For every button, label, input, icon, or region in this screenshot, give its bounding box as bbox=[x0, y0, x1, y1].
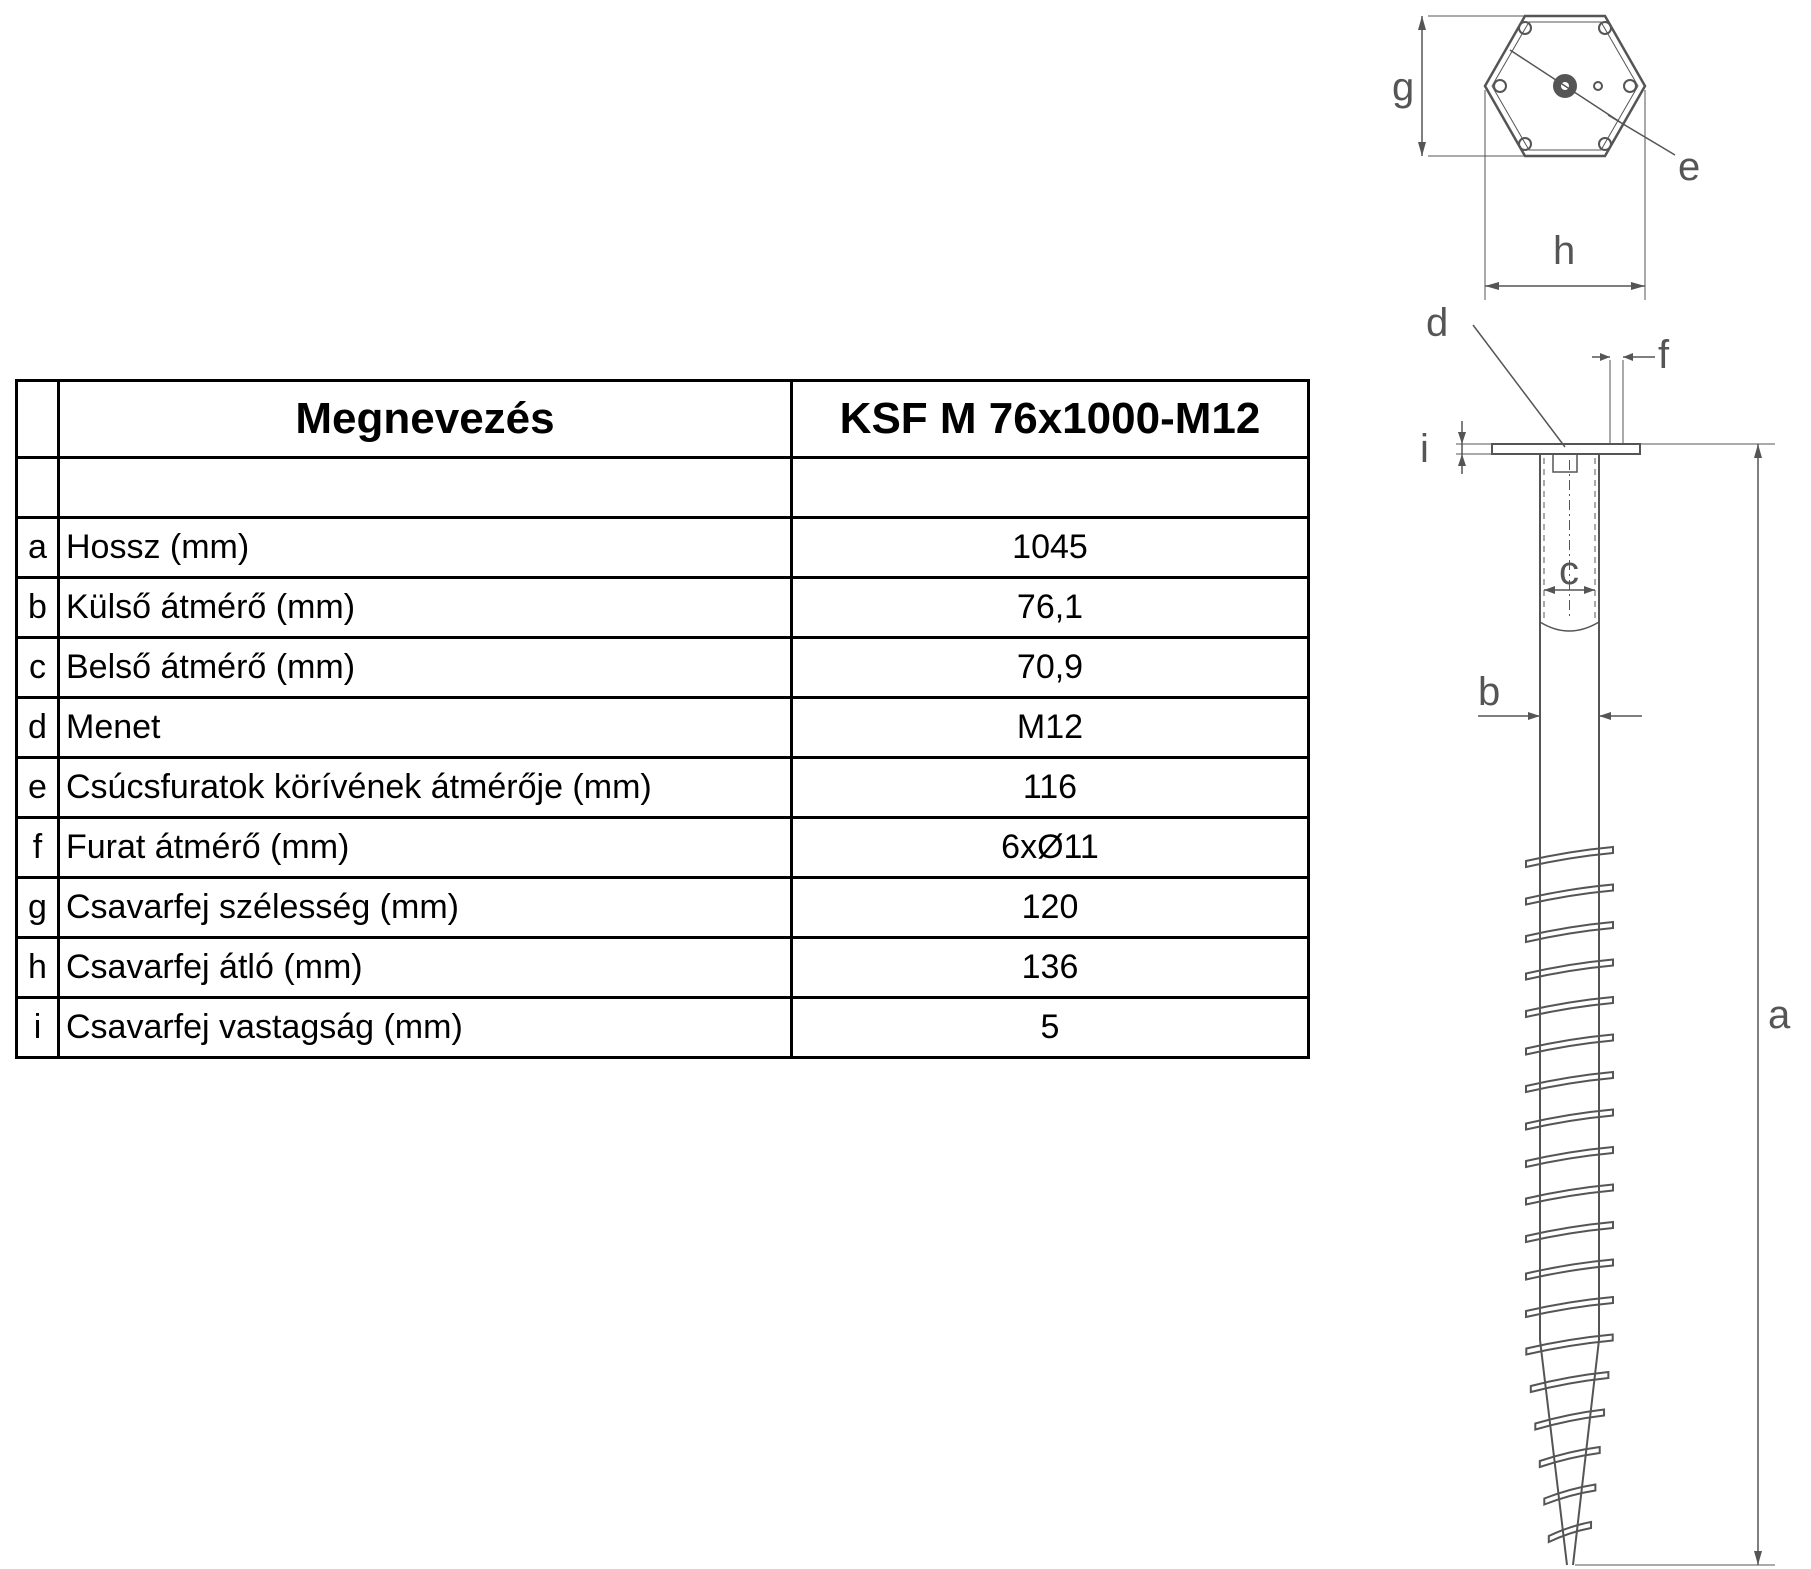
thread-turn bbox=[1549, 1522, 1591, 1542]
header-value-cell: KSF M 76x1000-M12 bbox=[792, 381, 1309, 458]
table-header-row bbox=[17, 381, 1309, 458]
row-name: Külső átmérő (mm) bbox=[59, 578, 792, 638]
row-letter: e bbox=[17, 758, 59, 818]
head-plate bbox=[1492, 444, 1640, 454]
row-letter: b bbox=[17, 578, 59, 638]
dimension-f bbox=[1592, 353, 1655, 444]
row-name: Csúcsfuratok körívének átmérője (mm) bbox=[59, 758, 792, 818]
blank-cell bbox=[59, 458, 792, 518]
header-name-cell: Megnevezés bbox=[59, 381, 792, 458]
row-letter: h bbox=[17, 938, 59, 998]
thread-nut bbox=[1553, 454, 1577, 472]
table-row bbox=[17, 638, 1309, 698]
row-value: M12 bbox=[792, 698, 1309, 758]
row-name: Hossz (mm) bbox=[59, 518, 792, 578]
table-blank-row bbox=[17, 458, 1309, 518]
row-letter: c bbox=[17, 638, 59, 698]
blank-cell bbox=[17, 458, 59, 518]
small-hole bbox=[1594, 82, 1602, 90]
row-value: 6xØ11 bbox=[792, 818, 1309, 878]
label-d: d bbox=[1426, 301, 1449, 345]
table-row bbox=[17, 938, 1309, 998]
row-letter: f bbox=[17, 818, 59, 878]
label-e: e bbox=[1678, 145, 1701, 189]
spec-table bbox=[15, 379, 1310, 1059]
dimension-b bbox=[1478, 712, 1642, 720]
row-name: Csavarfej szélesség (mm) bbox=[59, 878, 792, 938]
tube-section-curve bbox=[1540, 622, 1599, 631]
table-row bbox=[17, 818, 1309, 878]
table-row bbox=[17, 878, 1309, 938]
label-c: c bbox=[1559, 549, 1579, 593]
row-value: 70,9 bbox=[792, 638, 1309, 698]
row-letter: g bbox=[17, 878, 59, 938]
row-name: Csavarfej vastagság (mm) bbox=[59, 998, 792, 1058]
ground-screw-technical-drawing bbox=[1370, 0, 1811, 1569]
table-row bbox=[17, 758, 1309, 818]
row-value: 116 bbox=[792, 758, 1309, 818]
dimension-i bbox=[1456, 421, 1492, 474]
row-letter: i bbox=[17, 998, 59, 1058]
label-a: a bbox=[1768, 993, 1791, 1037]
dimension-g bbox=[1418, 16, 1525, 156]
thread-turn bbox=[1540, 1447, 1600, 1467]
label-f: f bbox=[1658, 333, 1670, 377]
hole-circle-dimension bbox=[1510, 50, 1620, 122]
thread-turn bbox=[1535, 1410, 1604, 1430]
table-row bbox=[17, 998, 1309, 1058]
screw-side-view bbox=[1492, 444, 1640, 1565]
row-name: Furat átmérő (mm) bbox=[59, 818, 792, 878]
hex-plate-top-view bbox=[1485, 16, 1675, 156]
blank-cell bbox=[792, 458, 1309, 518]
thread-turn bbox=[1544, 1485, 1595, 1505]
taper-left bbox=[1540, 1340, 1567, 1565]
row-value: 136 bbox=[792, 938, 1309, 998]
row-name: Csavarfej átló (mm) bbox=[59, 938, 792, 998]
row-value: 1045 bbox=[792, 518, 1309, 578]
header-letter-cell bbox=[17, 381, 59, 458]
label-b: b bbox=[1478, 670, 1501, 714]
row-letter: a bbox=[17, 518, 59, 578]
label-h: h bbox=[1553, 229, 1576, 273]
row-value: 5 bbox=[792, 998, 1309, 1058]
bolt-hole bbox=[1624, 80, 1636, 92]
dimension-d bbox=[1473, 325, 1565, 447]
label-i: i bbox=[1420, 427, 1429, 471]
row-value: 76,1 bbox=[792, 578, 1309, 638]
row-name: Belső átmérő (mm) bbox=[59, 638, 792, 698]
table-row bbox=[17, 518, 1309, 578]
table-row bbox=[17, 578, 1309, 638]
thread-turn bbox=[1531, 1372, 1609, 1392]
row-name: Menet bbox=[59, 698, 792, 758]
row-letter: d bbox=[17, 698, 59, 758]
label-g: g bbox=[1392, 65, 1415, 109]
table-row bbox=[17, 698, 1309, 758]
bolt-hole bbox=[1494, 80, 1506, 92]
row-value: 120 bbox=[792, 878, 1309, 938]
